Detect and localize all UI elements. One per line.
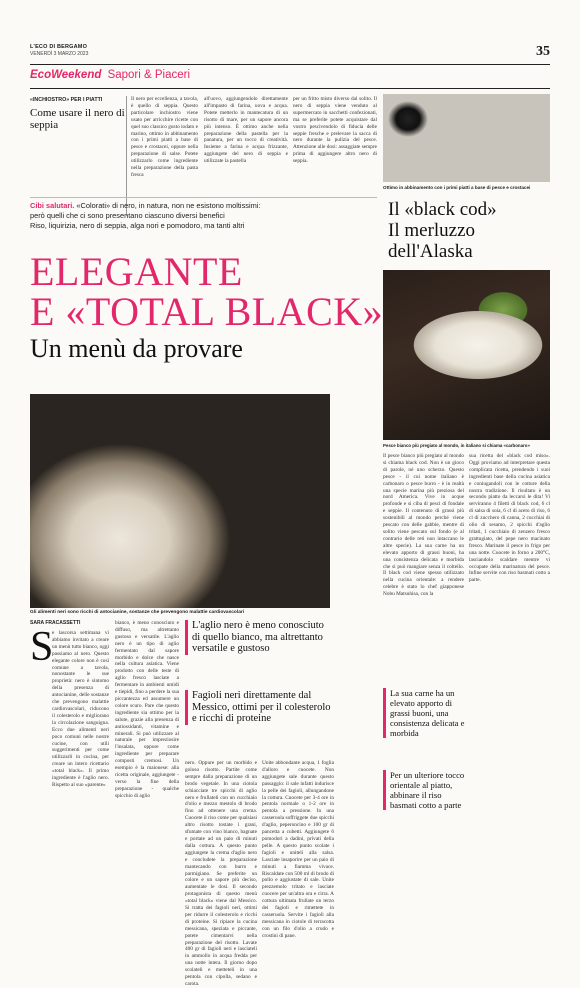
garlic-photo-caption: Gli alimenti neri sono ricchi di antocianine, sostanze che prevengono malattie cardiovascolari	[30, 610, 245, 615]
sidebar-col-3: per un fritto misto diverso dal solito. Il nero di seppia viene venduto al supermercato in sacchetti confezionati, ma se preferite potete acquistare dal vostro pescivendolo di fiducia delle seppie fresche e prelevare la sacca di nero durante la pulizia del pesce. Attenzione alle dosi: assaggiate sempre prima di aggiungere altro nero di seppia.	[293, 96, 377, 165]
headline-subtitle: Un menù da provare	[30, 334, 243, 363]
pull-quote-3	[383, 688, 465, 738]
main-col-1: e lascorsa settimana vi abbiamo invitato a creare un menù tutto bianco, oggi passiamo al nero. Questo elegante colore non è così comune a tavola, nonostante le sue proprietà: nero è sintomo della presenza di antocianine, delle sostanze che prevengono malattie cardiovascolari, riducono il colesterolo e migliorano la circolazione sanguigna. Ecco due alimenti neri poco comuni nelle nostre cucine, con utili suggerimenti per come utilizzarli in cucina, per creare un intero ricettario «total black». Il primo ingrediente è l'aglio nero. Rispetto al suo «parente»	[52, 630, 109, 788]
right-story-title	[388, 199, 553, 262]
intro-deck	[30, 201, 380, 231]
pull-quote-2	[185, 690, 333, 725]
pull-quote-2-text: Fagioli neri direttamente dal Messico, ottimi per il colesterolo e ricchi di proteine	[192, 690, 331, 724]
pasta-photo-caption: Ottimo in abbinamento con i primi piatti a base di pesce e crostacei	[383, 185, 531, 190]
fish-photo	[383, 270, 550, 440]
pasta-photo	[383, 94, 550, 182]
garlic-photo	[30, 394, 330, 608]
headline-line-2: E «TOTAL BLACK»	[30, 289, 384, 334]
sidebar-col-1: Il nero per eccellenza, a tavola, è quello di seppia. Questo particolare inchiostro viene usato per arricchire ricette con quel suo classico gusto iodato e marino, ottimo in abbinamento con i primi piatti a base di pesce e crostacei, oppure nella preparazione di salse. Potete utilizzarlo come ingrediente nella preparazione della pasta fresca	[131, 96, 198, 178]
intro-line-3: Riso, liquirizia, nero di seppia, alga nori e pomodoro, ma tanti altri	[30, 221, 245, 230]
intro-line-2: però quelli che ci sono presentano ciascuno diversi benefici	[30, 211, 225, 220]
right-title-line-3: dell'Alaska	[388, 241, 473, 262]
paper-name: L'ECO DI BERGAMO	[30, 44, 88, 50]
drop-cap: S	[30, 624, 54, 670]
main-story-col-3-compact: nero. Oppure per un morbido e goloso risotto. Partite come sempre dalla preparazione di un brodo vegetale. In una ciotola schiacciate tre spicchi di aglio nero e frullateli con un cucchiaio d'olio e mezzo mestolo di brodo fino ad ottenere una crema. Cuocete il riso come per qualsiasi altro risotto tostate i grani, sfumate con vino bianco, bagnate e portate ad un paio di minuti dalla cottura. A questo punto aggiungete la crema d'aglio nero e concludete la preparazione mantecando con burro e parmigiano. Se preferite un colore e un sapore più deciso, aumentate le dosi. Il secondo protagonista di questo menù «total black» viene dal Messico. Si tratta dei fagioli neri, ottimi per ridurre il colesterolo e ricchi di proteine. Si ripiace la cucina messicana, speziata e piccante, potete cimentarvi nella preparazione del risotto. Lavate 400 gr di fagioli neri e lasciateli in ammollo in acqua fredda per una notte intera. Il giorno dopo scolateli e metteteli in una pentola con cipolla, sedano e carota.	[185, 760, 257, 987]
headline-line-1: ELEGANTE	[30, 249, 243, 294]
pull-quote-4	[383, 770, 465, 810]
pull-quote-3-text: La sua carne ha un elevato apporto di grassi buoni, una consistenza delicata e morbida	[390, 688, 465, 738]
main-col-2: bianco, è meno conosciuto e diffuso, ma altrettanto gustoso e versatile. L'aglio nero è un tipo di aglio fermentato dal sapore morbido e dolce che nasce nella cultura asiatica. Viene prodotto con delle teste di aglio fresco lasciate a fermentare in ambienti umidi e tiepidi, fino a perdere la sua piccantezza ed assumere un colore scuro. Pare che questo ingrediente sia ottimo per la salute, grazie alla presenza di antiossidanti, vitamine e minerali. Si può utilizzare al naturale per impreziosire l'insalata, oppure come ingrediente per preparare composti cremosi. Un esempio è la maionese: alla ricetta originale, aggiungete - verso la fine della preparazione - qualche spicchio di aglio	[115, 620, 179, 799]
right-title-line-2: Il merluzzo	[388, 220, 476, 241]
pull-quote-1-text: L'aglio nero è meno conosciuto di quello bianco, ma altrettanto versatile e gustoso	[192, 620, 324, 654]
section-header	[30, 69, 190, 85]
intro-label: Cibi salutari.	[30, 201, 75, 210]
main-story-col-4-compact: Unite abbondante acqua, 1 foglia d'alloro e cuocete. Non aggiungete sale durante questo passaggio: il sale infatti indurisce la pelle dei fagioli, allungandone la cottura. Cuocete per 3-4 ore in pentola normale o 1-2 ore in pentola a pressione. In una casseruola soffriggete due spicchi d'aglio, peperoncino e 100 gr di pancetta a cubetti. Aggiungete 6 pomodori a dadini, privati della pelle. A questo punto scolate i fagioli e uniteli alla salsa. Lasciate insaporire per un paio di minuti a fiamma vivace. Riscaldate con 500 ml di brodo di pollo e aggiustate di sale. Unite prezzemolo tritato e lasciate cuocere per un'altra ora e cirra. A cottura ultimata frullate un terzo dei fagioli e rimettete in casseruola. Servite i fagioli alla messicana in ciotole di terracotta con un filo d'olio a crudo e crostini di pane.	[262, 760, 334, 939]
section-name: Sapori & Piaceri	[107, 69, 191, 81]
right-story-col-1: Il pesce bianco più pregiato al mondo si chiama black cod. Non è un gioco di parole, né uno scherzo. Questo pesce - il cui nome italiano è carbonaro o pesce burro - è in realtà una specie marina più preziosa del nord America. Vive in acque profonde e si ciba di pesci di fondale e seppie. Il contenuto di grassi più sostenibili al mondo perché viene pescato con delle gabbie, mentre di solito viene pescato sul fondo (e al contrario delle reti non intaccano le altre specie). La sua carne ha un elevato apporto di grassi buoni, ha una consistenza delicata e morbida che si può mangiare senza il coltello. Il black cod viene spesso utilizzato nella cucina orientale: a rendere celebre è stato lo chef giapponese Nobu Matsuhisa, con la	[383, 453, 464, 598]
sidebar-title: Come usare il nero di seppia	[30, 107, 125, 131]
right-story-col-2: sua ricetta del «black cod miso». Oggi proviamo ad interpretare questa complicata ricetta, prendendo i suoi ingredienti base della cucina asiatica e coniugandoli con le cotture della nostra tradizione. Il risultato è un secondo piatto da leccarsi le dita! Vi serviranno 4 filetti di black cod, 6 cl di salsa di soia, 6 cl di aceto di riso, 6 cl di zucchero di canna, 2 cucchiai di olio di sesamo, 2 spicchi d'aglio tritati, 1 cucchiaio di zenzero fresco grattugiato, del pepe nero macinato fresco. Marinate il pesce in frigo per una notte. Cuocete in forno a 200°C, lasciandolo scaldare mentre vi occupate della marinatura del pesce. Infine servite con riso basmati cotto a parte.	[469, 453, 550, 584]
issue-date: VENERDÌ 3 MARZO 2023	[30, 51, 89, 57]
pull-quote-4-text: Per un ulteriore tocco orientale al piatto, abbinare il riso basmati cotto a parte	[390, 770, 465, 810]
sidebar-col-2: all'uovo, aggiungendolo direttamente all'impasto di farina, uova e acqua. Potete metterlo in mantecatura di un risotto di mare, per un sapore ancora più intenso. È ottimo anche nella preparazione della pastella per la panatura, per un tocco di creatività. Insieme a farina e acqua frizzante, aggiungete del nero di seppia e utilizzate la pastella	[204, 96, 288, 165]
intro-rule	[30, 197, 377, 198]
byline: SARA FRACASSETTI	[30, 620, 81, 626]
masthead	[30, 44, 550, 64]
right-title-line-1: Il «black cod»	[388, 199, 497, 220]
fish-photo-caption: Pesce bianco più pregiato al mondo, in italiano si chiama «carbonaro»	[383, 443, 530, 448]
main-headline	[30, 249, 384, 364]
sidebar-kicker: «INCHIOSTRO» PER I PIATTI	[30, 97, 103, 103]
sidebar-divider	[126, 96, 127, 216]
pull-quote-1	[185, 620, 333, 655]
intro-line-1: «Colorati» di nero, in natura, non ne esistono moltissimi:	[76, 201, 261, 210]
section-brand: EcoWeekend	[30, 69, 102, 81]
page-number: 35	[536, 44, 550, 59]
section-rule	[30, 88, 550, 89]
masthead-rule	[30, 64, 550, 65]
